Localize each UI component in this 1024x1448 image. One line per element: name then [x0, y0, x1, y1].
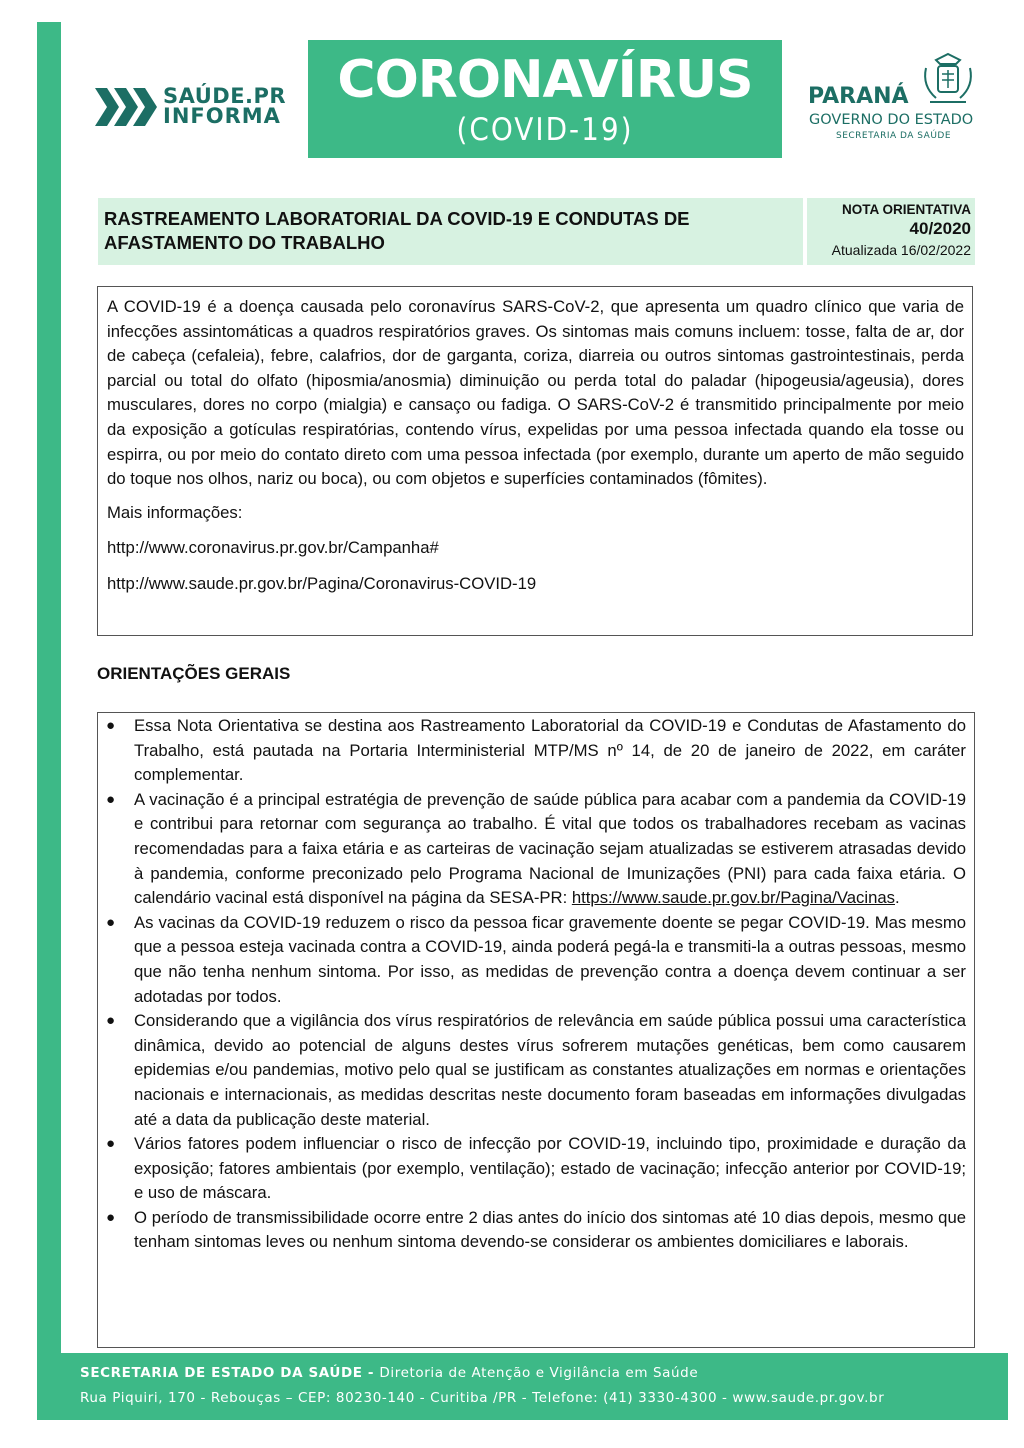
more-info-label: Mais informações:: [107, 502, 243, 522]
coronavirus-banner: [308, 40, 782, 158]
chevrons-icon: [95, 86, 159, 128]
bullet-icon: ●: [106, 913, 116, 931]
footer-directorate: Diretoria de Atenção e Vigilância em Saúde: [379, 1365, 699, 1381]
vaccines-link[interactable]: https://www.saude.pr.gov.br/Pagina/Vacinas: [571, 888, 895, 908]
footer-org: SECRETARIA DE ESTADO DA SAÚDE: [80, 1365, 363, 1381]
informa-text: INFORMA: [163, 104, 281, 128]
guidelines-box: [97, 712, 975, 1348]
nota-info-box: [807, 198, 975, 265]
document-title-box: [98, 198, 803, 265]
bullet-icon: ●: [106, 1135, 116, 1153]
banner-title: CORONAVÍRUS: [337, 50, 753, 110]
nota-label: NOTA ORIENTATIVA: [842, 202, 971, 217]
coat-of-arms-icon: [920, 52, 976, 110]
bullet-icon: ●: [106, 717, 116, 734]
list-item-text: O período de transmissibilidade ocorre entre 2 dias antes do início dos sintomas até 10 dias depois, mesmo que tenham sintomas leves ou nenhum sintoma devendo-se considerar os ambientes domiciliares e laborais.: [134, 1207, 966, 1252]
list-item-text: Essa Nota Orientativa se destina aos Rastreamento Laboratorial da COVID-19 e Condutas de Afastamento do Trabalho, está pautada na Portaria Interministerial MTP/MS nº 14, de 20 de janeiro de 2022, em caráter complementar.: [134, 716, 966, 785]
footer-separator: -: [362, 1365, 380, 1381]
banner-subtitle: (COVID-19): [456, 112, 634, 148]
list-item: [98, 1206, 974, 1255]
guidelines-list: [98, 714, 974, 1255]
parana-government-logo: [806, 52, 981, 144]
left-accent-bar: [37, 22, 61, 1420]
saude-pr-text: SAÚDE.PR: [163, 84, 287, 108]
bullet-icon: ●: [106, 1012, 116, 1030]
nota-number: 40/2020: [909, 219, 971, 238]
intro-paragraph: A COVID-19 é a doença causada pelo coronavírus SARS-CoV-2, que apresenta um quadro clínico que varia de infecções assintomáticas a quadros respiratórios graves. Os sintomas mais comuns incluem: tosse, falta de ar, dor de cabeça (cefaleia), febre, calafrios, dor de garganta, coriza, diarreia ou outros sintomas gastrointestinais, perda parcial ou total do olfato (hiposmia/anosmia) diminuição ou perda total do paladar (hipogeusia/ageusia), dores musculares, dores no corpo (mialgia) e cansaço ou fadiga. O SARS-CoV-2 é transmitido principalmente por meio da exposição a gotículas respiratórias, contendo vírus, expelidas por uma pessoa infectada quando ela tosse ou espirra, ou por meio do contato direto com uma pessoa infectada (por exemplo, durante um aperto de mão seguido do toque nos olhos, nariz ou boca), ou com objetos e superfícies contaminados (fômites).: [107, 297, 964, 489]
list-item: [98, 1132, 974, 1206]
secretariat-label: SECRETARIA DA SAÚDE: [836, 131, 952, 141]
bullet-icon: ●: [106, 1208, 116, 1226]
list-item-text: Vários fatores podem influenciar o risco de infecção por COVID-19, incluindo tipo, proximidade e duração da exposição; fatores ambientais (por exemplo, ventilação); estado de vacinação; infecção anterior por COVID-19; e uso de máscara.: [134, 1134, 966, 1203]
list-item: [98, 714, 974, 788]
list-item: [98, 911, 974, 1009]
saude-pr-informa-logo: [95, 86, 295, 128]
list-item: [98, 1009, 974, 1132]
covid-page-link[interactable]: http://www.saude.pr.gov.br/Pagina/Coronavirus-COVID-19: [107, 573, 537, 593]
section-title: ORIENTAÇÕES GERAIS: [97, 664, 291, 683]
list-item-end: .: [894, 888, 900, 908]
footer: [37, 1353, 1008, 1420]
intro-box: [97, 286, 973, 636]
state-name: PARANÁ: [808, 84, 909, 109]
list-item-text: As vacinas da COVID-19 reduzem o risco da pessoa ficar gravemente doente se pegar COVID-19. Mas mesmo que a pessoa esteja vacinada contra a COVID-19, ainda poderá pegá-la e transmiti-la a outras pessoas, mesmo que não tenha nenhum sintoma. Por isso, as medidas de prevenção contra a doença devem continuar a ser adotadas por todos.: [134, 912, 966, 1006]
government-label: GOVERNO DO ESTADO: [809, 112, 974, 128]
document-title: RASTREAMENTO LABORATORIAL DA COVID-19 E CONDUTAS DE AFASTAMENTO DO TRABALHO: [104, 208, 690, 253]
updated-date: Atualizada 16/02/2022: [831, 242, 971, 258]
list-item: [98, 788, 974, 911]
footer-line-1: [80, 1365, 698, 1381]
list-item-text: Considerando que a vigilância dos vírus respiratórios de relevância em saúde pública possui uma característica dinâmica, devido ao potencial de alguns destes vírus sofrerem mutações genéticas, bem como causarem epidemias e/ou pandemias, motivo pelo qual se justificam as constantes atualizações em normas e orientações nacionais e internacionais, as medidas descritas neste documento foram baseadas em informações divulgadas até a data da publicação deste material.: [134, 1011, 966, 1129]
campaign-link[interactable]: http://www.coronavirus.pr.gov.br/Campanha#: [107, 538, 439, 558]
bullet-icon: ●: [106, 790, 116, 808]
footer-address: Rua Piquiri, 170 - Rebouças – CEP: 80230-140 - Curitiba /PR - Telefone: (41) 3330-4300 - www.saude.pr.gov.br: [80, 1390, 885, 1406]
list-item-text: A vacinação é a principal estratégia de prevenção de saúde pública para acabar com a pandemia da COVID-19 e contribui para retornar com segurança ao trabalho. É vital que todos os trabalhadores recebam as vacinas recomendadas para a faixa etária e as carteiras de vacinação sejam atualizadas se estiverem atrasadas devido à pandemia, conforme preconizado pelo Programa Nacional de Imunizações (PNI) para cada faixa etária. O calendário vacinal está disponível na página da SESA-PR:: [134, 789, 966, 908]
